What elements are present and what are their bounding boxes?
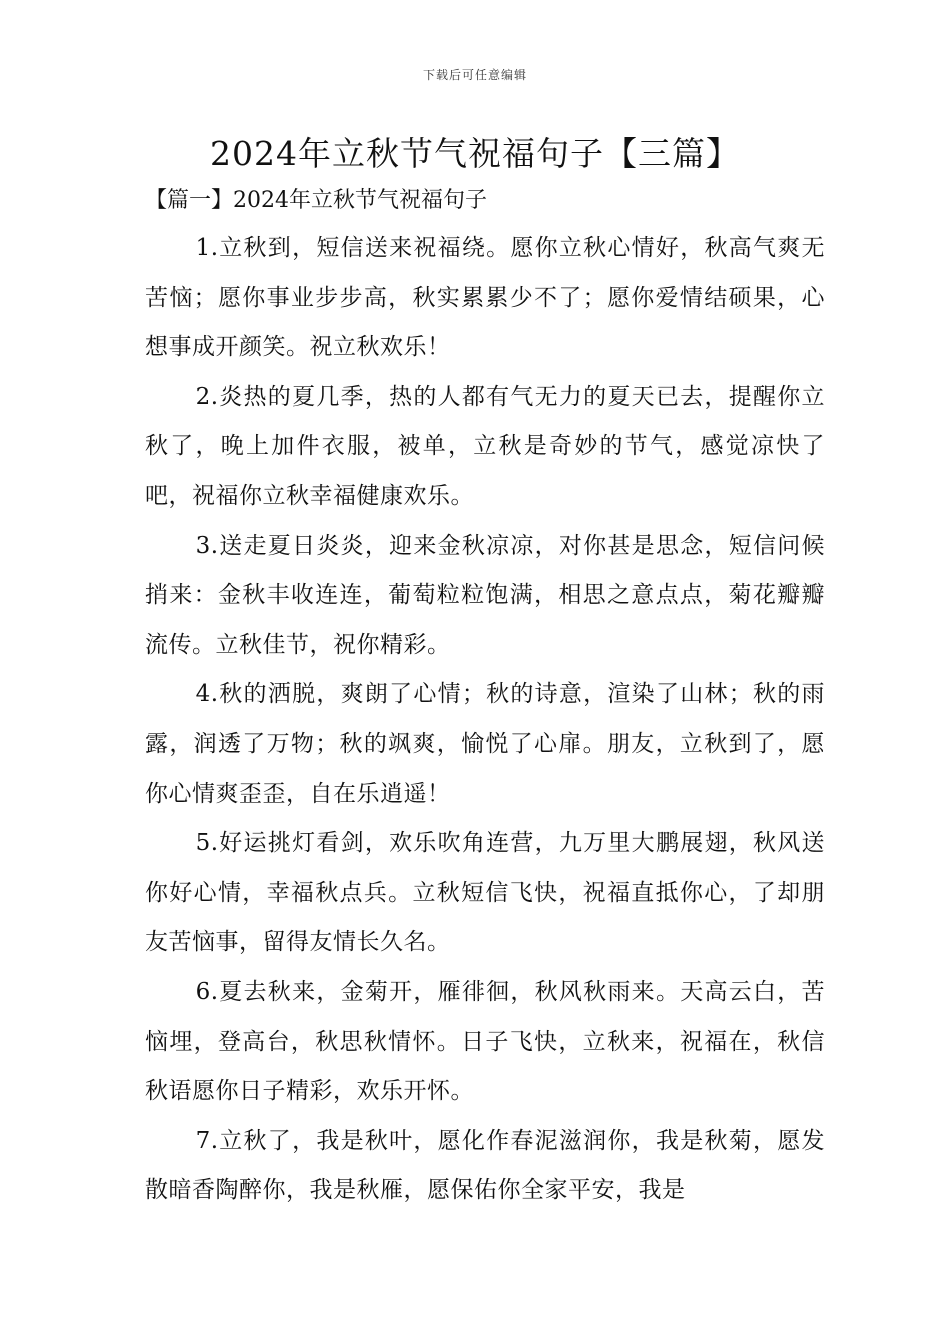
paragraph-4: 4.秋的洒脱，爽朗了心情；秋的诗意，渲染了山林；秋的雨露，润透了万物；秋的飒爽，愉悦了心扉。朋友，立秋到了，愿你心情爽歪歪，自在乐逍遥！ — [145, 681, 825, 807]
paragraph-5: 5.好运挑灯看剑，欢乐吹角连营，九万里大鹏展翅，秋风送你好心情，幸福秋点兵。立秋短信飞快，祝福直抵你心，了却朋友苦恼事，留得友情长久名。 — [145, 830, 825, 956]
header-note: 下载后可任意编辑 — [422, 68, 527, 82]
paragraph-2: 2.炎热的夏几季，热的人都有气无力的夏天已去，提醒你立秋了，晚上加件衣服，被单，立秋是奇妙的节气，感觉凉快了吧，祝福你立秋幸福健康欢乐。 — [145, 383, 825, 509]
paragraph-7: 7.立秋了，我是秋叶，愿化作春泥滋润你，我是秋菊，愿发散暗香陶醉你，我是秋雁，愿保佑你全家平安，我是 — [145, 1127, 825, 1204]
section-heading: 【篇一】2024年立秋节气祝福句子 — [145, 188, 487, 213]
document-title: 2024年立秋节气祝福句子【三篇】 — [210, 134, 740, 173]
paragraph-3: 3.送走夏日炎炎，迎来金秋凉凉，对你甚是思念，短信问候捎来：金秋丰收连连，葡萄粒粒饱满，相思之意点点，菊花瓣瓣流传。立秋佳节，祝你精彩。 — [145, 532, 825, 658]
body-text — [145, 224, 825, 1216]
paragraph-6: 6.夏去秋来，金菊开，雁徘徊，秋风秋雨来。天高云白，苦恼埋，登高台，秋思秋情怀。日子飞快，立秋来，祝福在，秋信秋语愿你日子精彩，欢乐开怀。 — [145, 978, 825, 1105]
paragraph-1: 1.立秋到，短信送来祝福绕。愿你立秋心情好，秋高气爽无苦恼；愿你事业步步高，秋实累累少不了；愿你爱情结硕果，心想事成开颜笑。祝立秋欢乐！ — [145, 235, 825, 361]
